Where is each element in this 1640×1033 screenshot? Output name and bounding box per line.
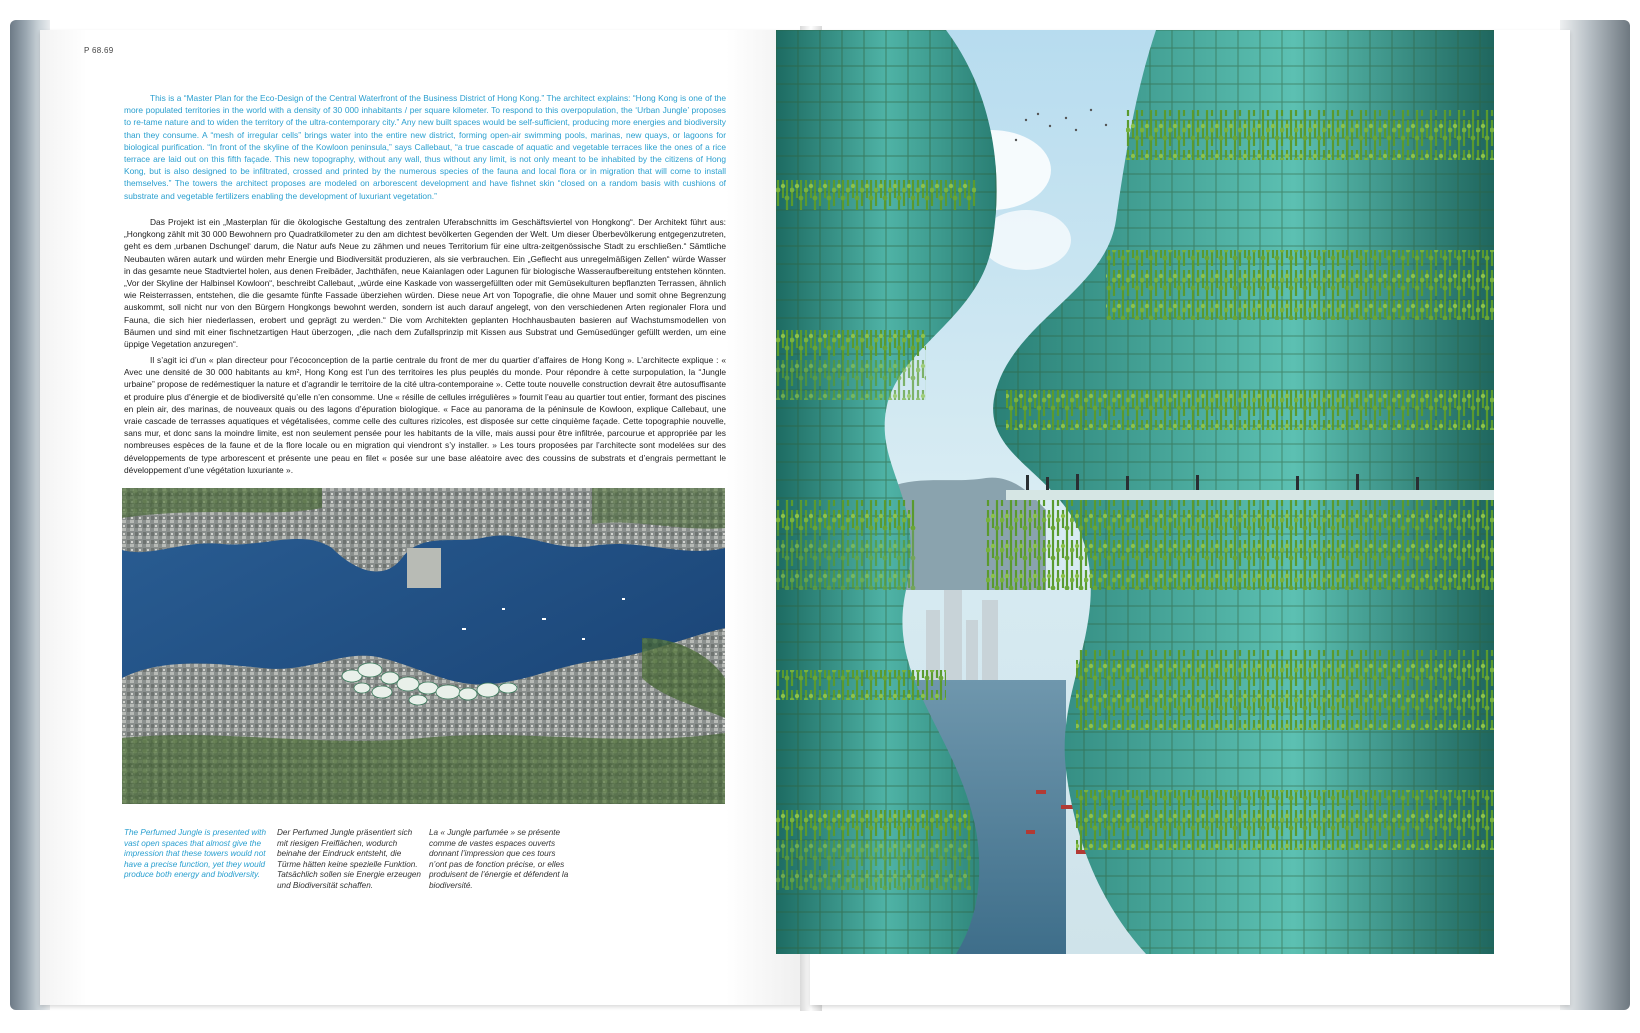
page-number: P 68.69 — [84, 46, 114, 55]
text-english — [124, 92, 726, 202]
caption-german: Der Perfumed Jungle präsentiert sich mit riesigen Freiflächen, wodurch beinahe der Eindruck entsteht, die Türme hätten keine spezielle Funktion. Tatsächlich sollen sie Energie erzeugen und Biodiversität schaffen. — [277, 828, 421, 890]
paragraph-german: Das Projekt ist ein „Masterplan für die ökologische Gestaltung des zentralen Uferabschnitts im Geschäftsviertel von Hongkong“. Der Architekt führt aus: „Hongkong zählt mit 30 000 Bewohnern pro Quadratkilometer zu den am dichtest bevölkerten Gegenden der Welt. Um dieser Überbevölkerung entgegenzutreten, geht es dem ‚urbanen Dschungel‘ darum, die Natur aufs Neue zu zähmen und neues Territorium für eine ultra-zeitgenössische Stadt zu erschließen.“ Sämtliche Neubauten wären autark und würden mehr Energie und Biodiversität produzieren, als sie verbrauchen. Ein „Geflecht aus unregelmäßigen Zellen“ würde Wasser in das gesamte neue Stadtviertel holen, aus denen Freibäder, Jachthäfen, neue Kaianlagen oder Lagunen für biologische Wasseraufbereitung entstehen könnten. „Vor der Skyline der Halbinsel Kowloon“, beschreibt Callebaut, „würde eine Kaskade von wassergefüllten oder mit Gemüsekulturen bepflanzten Terrassen, ähnlich wie Reisterrassen, entstehen, die die gesamte fünfte Fassade überziehen würden. Diese neue Art von Topografie, die ohne Mauer und somit ohne Begrenzung auskommt, soll nicht nur von den Bürgern Hongkongs bewohnt werden, sondern ist auch darauf angelegt, von den verschiedenen Arten regionaler Flora und Fauna, die sich hier niederlassen, erobert und geprägt zu werden.“ Die vom Architekten geplanten Hochhausbauten basieren auf Wachstumsmodellen von Bäumen und sind mit einer fischnetzartigen Haut überzogen, „die nach dem Zufallsprinzip mit Kissen aus Substrat und Gemüsedünger gefüllt werden, um eine üppige Vegetation anzuregen“. — [124, 217, 726, 350]
caption-french: La « Jungle parfumée » se présente comme de vastes espaces ouverts donnant l’impression que ces tours n’ont pas de fonction précise, or elles produisent de l’énergie et défendent la biodiversité. — [429, 828, 569, 890]
caption-english: The Perfumed Jungle is presented with vast open spaces that almost give the impression that these towers would not have a precise function, yet they would produce both energy and biodiversity. — [124, 828, 266, 880]
aerial-photo-illustration — [122, 488, 725, 804]
paragraph-french: Il s’agit ici d’un « plan directeur pour l’écoconception de la partie centrale du front de mer du quartier d’affaires de Hong Kong ». L’architecte explique : « Avec une densité de 30 000 habitants au km², Hong Kong est l’un des territoires les plus peuplés du monde. Pour répondre à cette surpopulation, la “Jungle urbaine” propose de redémestiquer la nature et d’agrandir le territoire de la cité ultra-contemporaine ». Cette toute nouvelle construction devrait être autosuffisante et produire plus d’énergie et de biodiversité qu’elle n’en consomme. Une « résille de cellules irrégulières » fournit l’eau au quartier tout entier, formant des piscines en plein air, des marinas, de nouveaux quais ou des lagons d’épuration biologique. « Face au panorama de la péninsule de Kowloon, explique Callebaut, une vraie cascade de terrasses aquatiques et végétalisées, comme celle des cultures rizicoles, est disposée sur cette cinquième façade. Cette topographie nouvelle, sans mur, et donc sans la moindre limite, est non seulement pensée pour les habitants de la ville, mais aussi pour être infiltrée, parcourue et appropriée par les nombreuses espèces de la faune et de la flore locale ou en migration qui viendront s’y installer. » Les tours proposées par l’architecte sont modelées sur des développements de type arborescent et présente une peau en filet « posée sur une base aléatoire avec des coussins de substrats et d’engrais permettant le développement d’une végétation luxuriante ». — [124, 355, 726, 475]
vertical-garden-towers-render — [776, 30, 1494, 954]
text-french — [124, 354, 726, 476]
paragraph-english: This is a “Master Plan for the Eco-Design of the Central Waterfront of the Business District of Hong Kong.” The architect explains: “Hong Kong is one of the more populated territories in the world with a density of 30 000 inhabitants / per square kilometer. To respond to this overpopulation, the ‘Urban Jungle’ proposes to re-tame nature and to widen the territory of the ultra-contemporary city.” Any new built spaces would be self-sufficient, producing more energies and biodiversity than they consume. A “mesh of irregular cells” brings water into the entire new district, forming open-air swimming pools, marinas, new quays, or lagoons for biological purification. “In front of the skyline of the Kowloon peninsula,” says Callebaut, “a true cascade of aquatic and vegetable terraces like the ones of a rice terrace are laid out on this fifth façade. This new topography, without any wall, thus without any limit, is not only meant to be inhabited by the citizens of Hong Kong, but is also designed to be infiltrated, crossed and printed by the numerous species of the fauna and local flora or in migration that will come to install themselves.” The towers the architect proposes are modeled on arborescent development and have fishnet skin “closed on a random basis with cushions of substrate and vegetable fertilizers enabling the development of luxuriant vegetation.” — [124, 93, 726, 201]
aerial-harbour-photo — [122, 488, 725, 804]
towers-render-illustration — [776, 30, 1494, 954]
book-cover-right-edge — [1560, 20, 1630, 1010]
image-captions — [124, 828, 584, 918]
text-german — [124, 216, 726, 350]
